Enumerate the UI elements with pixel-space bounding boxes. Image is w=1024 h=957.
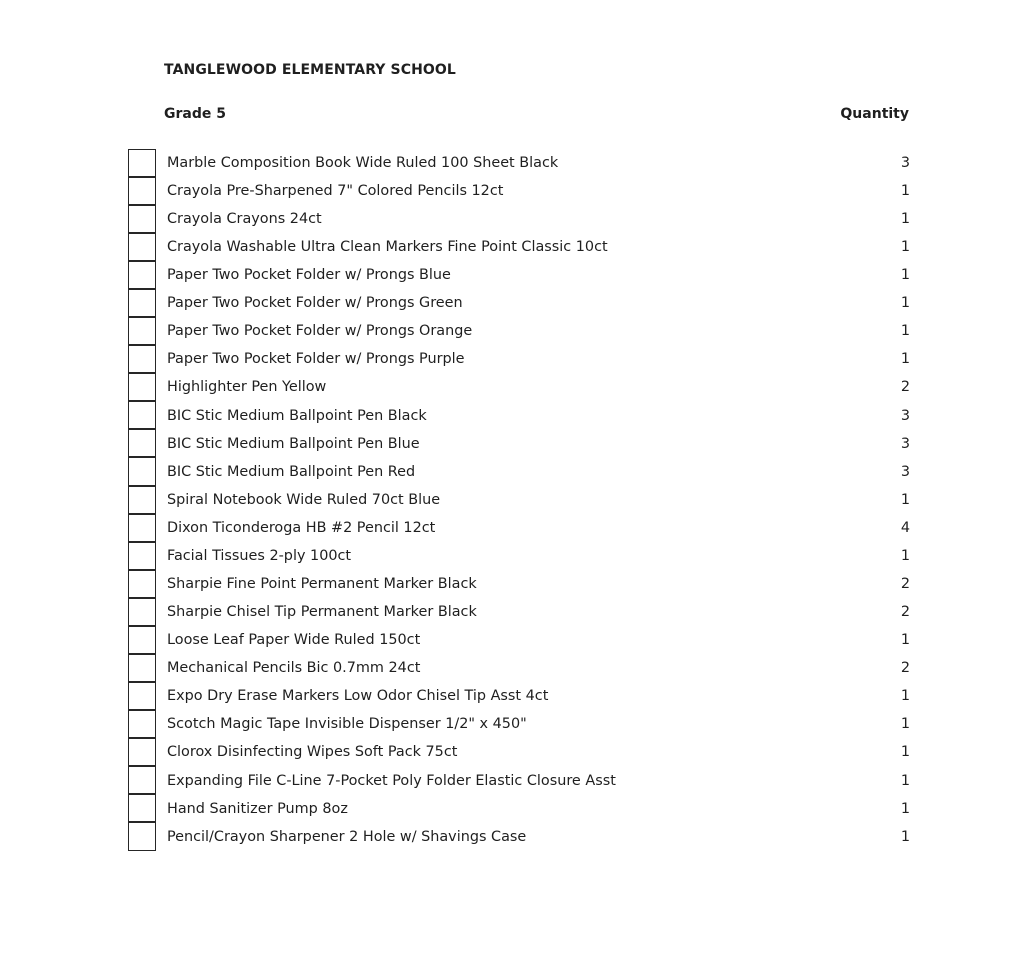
item-name: Spiral Notebook Wide Ruled 70ct Blue (167, 491, 441, 508)
list-item (128, 823, 910, 851)
item-name: Dixon Ticonderoga HB #2 Pencil 12ct (167, 519, 436, 536)
item-quantity: 2 (900, 379, 910, 396)
item-name: Paper Two Pocket Folder w/ Prongs Blue (167, 267, 451, 284)
item-quantity: 1 (900, 744, 910, 761)
item-name: BIC Stic Medium Ballpoint Pen Red (167, 463, 416, 480)
item-name: BIC Stic Medium Ballpoint Pen Black (167, 407, 427, 424)
item-checkbox[interactable] (128, 261, 156, 289)
item-name: Crayola Pre-Sharpened 7" Colored Pencils 12ct (167, 182, 504, 199)
item-quantity: 1 (900, 800, 910, 817)
list-item (128, 374, 910, 402)
item-quantity: 1 (900, 716, 910, 733)
item-name: Expo Dry Erase Markers Low Odor Chisel Tip Asst 4ct (167, 688, 549, 705)
item-checkbox[interactable] (128, 317, 156, 345)
item-name: Clorox Disinfecting Wipes Soft Pack 75ct (167, 744, 458, 761)
item-quantity: 3 (900, 463, 910, 480)
list-item (128, 430, 910, 458)
item-name: Hand Sanitizer Pump 8oz (167, 800, 348, 817)
item-quantity: 3 (900, 154, 910, 171)
list-item (128, 261, 910, 289)
item-name: Mechanical Pencils Bic 0.7mm 24ct (167, 660, 421, 677)
item-checkbox[interactable] (128, 766, 156, 794)
grade-heading: Grade 5 (164, 106, 226, 122)
item-quantity: 2 (900, 604, 910, 621)
item-checkbox[interactable] (128, 457, 156, 485)
item-quantity: 4 (900, 519, 910, 536)
item-checkbox[interactable] (128, 514, 156, 542)
item-quantity: 1 (900, 828, 910, 845)
list-item (128, 149, 910, 177)
item-quantity: 1 (900, 547, 910, 564)
item-name: Loose Leaf Paper Wide Ruled 150ct (167, 632, 421, 649)
item-name: Highlighter Pen Yellow (167, 379, 327, 396)
school-name: TANGLEWOOD ELEMENTARY SCHOOL (164, 62, 456, 78)
item-name: Pencil/Crayon Sharpener 2 Hole w/ Shavings Case (167, 828, 527, 845)
item-name: Paper Two Pocket Folder w/ Prongs Purple (167, 351, 465, 368)
item-quantity: 1 (900, 295, 910, 312)
item-checkbox[interactable] (128, 654, 156, 682)
list-item (128, 795, 910, 823)
item-checkbox[interactable] (128, 598, 156, 626)
list-item (128, 570, 910, 598)
item-quantity: 1 (900, 239, 910, 256)
item-quantity: 2 (900, 660, 910, 677)
item-checkbox[interactable] (128, 682, 156, 710)
item-quantity: 1 (900, 267, 910, 284)
list-item (128, 233, 910, 261)
list-item (128, 289, 910, 317)
item-name: Crayola Washable Ultra Clean Markers Fine Point Classic 10ct (167, 239, 608, 256)
item-checkbox[interactable] (128, 401, 156, 429)
list-item (128, 177, 910, 205)
list-item (128, 514, 910, 542)
item-checkbox[interactable] (128, 542, 156, 570)
item-checkbox[interactable] (128, 738, 156, 766)
list-item (128, 542, 910, 570)
item-quantity: 1 (900, 632, 910, 649)
item-name: Crayola Crayons 24ct (167, 210, 322, 227)
item-quantity: 3 (900, 435, 910, 452)
list-item (128, 711, 910, 739)
item-checkbox[interactable] (128, 710, 156, 738)
list-item (128, 626, 910, 654)
item-checkbox[interactable] (128, 233, 156, 261)
item-quantity: 1 (900, 210, 910, 227)
item-checkbox[interactable] (128, 205, 156, 233)
item-checkbox[interactable] (128, 794, 156, 822)
item-name: Expanding File C-Line 7-Pocket Poly Folder Elastic Closure Asst (167, 772, 616, 789)
item-checkbox[interactable] (128, 177, 156, 205)
item-checkbox[interactable] (128, 149, 156, 177)
list-item (128, 346, 910, 374)
item-quantity: 1 (900, 351, 910, 368)
list-item (128, 317, 910, 345)
list-item (128, 654, 910, 682)
item-checkbox[interactable] (128, 345, 156, 373)
list-item (128, 205, 910, 233)
quantity-column-header: Quantity (840, 106, 909, 122)
list-item (128, 598, 910, 626)
item-quantity: 1 (900, 688, 910, 705)
supply-list (128, 149, 910, 851)
item-checkbox[interactable] (128, 626, 156, 654)
item-name: Sharpie Chisel Tip Permanent Marker Black (167, 604, 477, 621)
item-name: Scotch Magic Tape Invisible Dispenser 1/2" x 450" (167, 716, 527, 733)
item-name: Sharpie Fine Point Permanent Marker Black (167, 576, 477, 592)
item-quantity: 1 (900, 491, 910, 508)
item-checkbox[interactable] (128, 822, 156, 850)
item-quantity: 1 (900, 323, 910, 340)
item-name: Marble Composition Book Wide Ruled 100 Sheet Black (167, 154, 559, 171)
list-item (128, 739, 910, 767)
list-item (128, 402, 910, 430)
item-name: Paper Two Pocket Folder w/ Prongs Green (167, 295, 463, 312)
list-item (128, 458, 910, 486)
item-checkbox[interactable] (128, 373, 156, 401)
list-item (128, 486, 910, 514)
item-checkbox[interactable] (128, 289, 156, 317)
item-checkbox[interactable] (128, 429, 156, 457)
item-name: BIC Stic Medium Ballpoint Pen Blue (167, 435, 420, 452)
item-quantity: 1 (900, 182, 910, 199)
item-quantity: 1 (900, 772, 910, 789)
item-name: Paper Two Pocket Folder w/ Prongs Orange (167, 323, 473, 340)
list-item (128, 682, 910, 710)
list-item (128, 767, 910, 795)
item-quantity: 3 (900, 407, 910, 424)
item-checkbox[interactable] (128, 570, 156, 598)
item-checkbox[interactable] (128, 486, 156, 514)
item-name: Facial Tissues 2-ply 100ct (167, 547, 352, 564)
item-quantity: 2 (900, 576, 910, 592)
